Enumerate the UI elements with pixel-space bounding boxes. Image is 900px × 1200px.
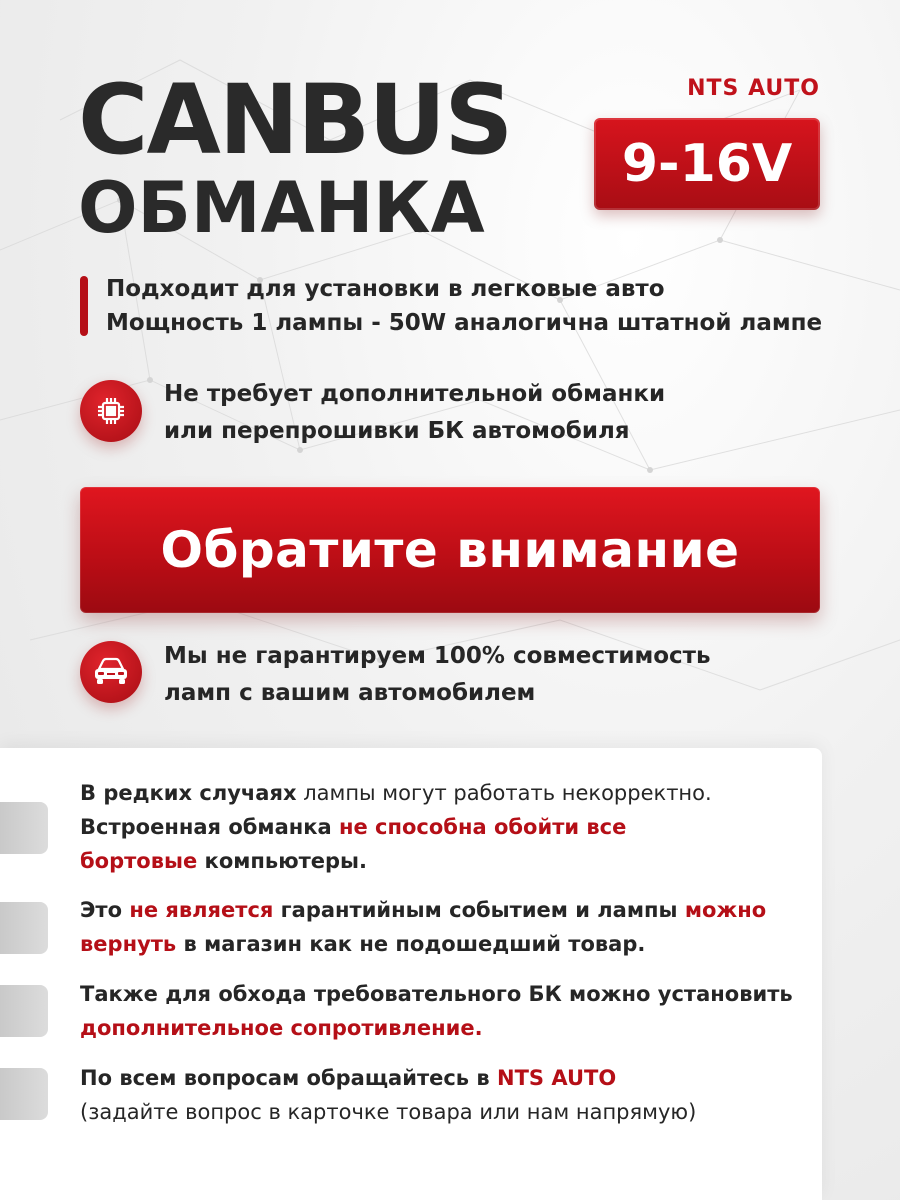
feature-line: Не требует дополнительной обманки — [164, 381, 666, 407]
note-text: В редких случаях — [80, 781, 297, 805]
spec-line-power: Мощность 1 лампы - 50W аналогична штатной лампе — [106, 310, 823, 336]
chip-icon — [80, 380, 142, 442]
note-highlight: можно — [684, 898, 767, 922]
side-tab — [0, 985, 48, 1037]
car-icon — [80, 641, 142, 703]
note-highlight: не способна обойти все — [338, 815, 627, 839]
note-text: Это — [80, 898, 130, 922]
spec-line-car-type: Подходит для установки в легковые авто — [106, 276, 665, 302]
note-highlight: вернуть — [80, 932, 177, 956]
note-rare-cases — [80, 776, 810, 878]
title-obmanka: ОБМАНКА — [78, 167, 485, 249]
note-text: По всем вопросам обращайтесь в — [80, 1066, 497, 1090]
note-highlight: бортовые — [80, 849, 198, 873]
feature-line: или перепрошивки БК автомобиля — [164, 418, 630, 444]
feature-line: Мы не гарантируем 100% совместимость — [164, 643, 711, 669]
contact-brand-link: NTS AUTO — [497, 1066, 617, 1090]
feature-line: ламп с вашим автомобилем — [164, 680, 536, 706]
feature-no-extra-decoder — [164, 376, 665, 450]
note-highlight: дополнительное сопротивление. — [80, 1016, 483, 1040]
note-text: в магазин как не подошедший товар. — [176, 932, 646, 956]
attention-banner: Обратите внимание — [80, 487, 820, 613]
note-highlight: не является — [129, 898, 274, 922]
side-tab — [0, 1068, 48, 1120]
note-text: (задайте вопрос в карточке товара или нам напрямую) — [80, 1100, 697, 1124]
title-canbus: CANBUS — [78, 64, 512, 176]
brand-logo: NTS AUTO — [687, 76, 820, 101]
feature-compatibility-warning — [164, 638, 711, 712]
note-text: компьютеры. — [197, 849, 368, 873]
voltage-badge: 9-16V — [594, 118, 820, 210]
note-text: Также для обхода требовательного БК можно установить — [80, 982, 793, 1006]
spec-accent-bar — [80, 276, 88, 336]
note-contact — [80, 1061, 810, 1129]
note-text: Встроенная обманка — [80, 815, 339, 839]
side-tab — [0, 902, 48, 954]
note-text: лампы могут работать некорректно. — [296, 781, 712, 805]
note-resistor — [80, 977, 810, 1045]
spec-block — [106, 272, 866, 340]
note-text: гарантийным событием и лампы — [273, 898, 685, 922]
note-not-warranty — [80, 893, 810, 961]
side-tab — [0, 802, 48, 854]
